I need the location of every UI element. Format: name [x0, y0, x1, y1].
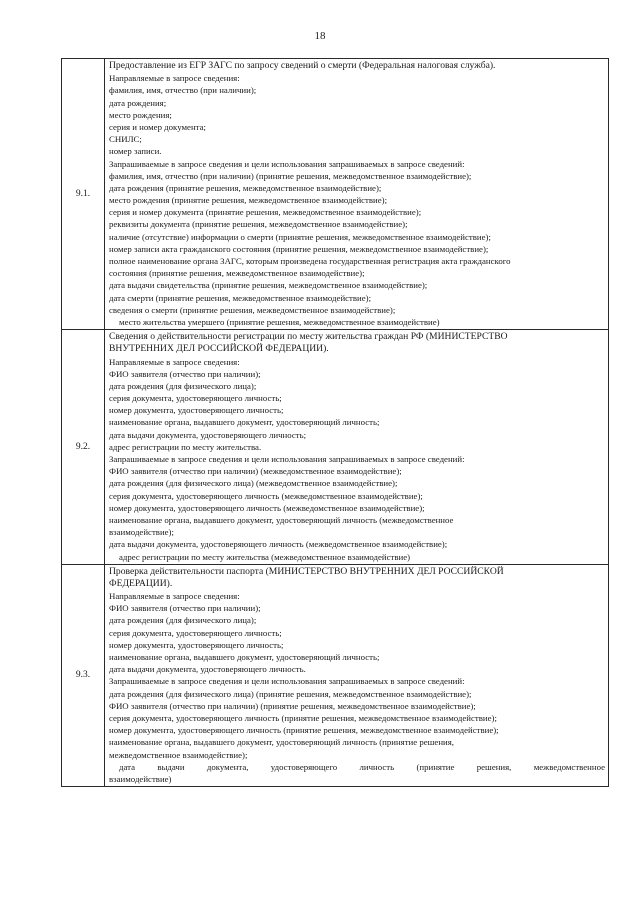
row-text-line: номер документа, удостоверяющего личность (принятие решения, межведомственное взаимодействие);	[109, 725, 499, 736]
row-text-line: сведения о смерти (принятие решения, межведомственное взаимодействие);	[109, 304, 396, 315]
row-text-line: адрес регистрации по месту жительства.	[109, 441, 262, 452]
row-text-line: наличие (отсутствие) информации о смерти (принятие решения, межведомственное взаимодействие);	[109, 231, 491, 242]
row-text-line: реквизиты документа (принятие решения, межведомственное взаимодействие);	[109, 219, 408, 230]
row-text-line: дата выдачи документа, удостоверяющего личность;	[109, 429, 307, 440]
row-text-line: Направляемые в запросе сведения:	[109, 73, 240, 84]
services-table-body	[62, 59, 609, 787]
row-text-line: место жительства умершего (принятие решения, межведомственное взаимодействие)	[119, 316, 440, 327]
row-text-line: номер записи акта гражданского состояния (принятие решения, межведомственное взаимодействие);	[109, 243, 489, 254]
row-text-line: номер записи.	[109, 146, 162, 157]
row-text-line: адрес регистрации по месту жительства (межведомственное взаимодействие)	[119, 551, 411, 562]
table-row	[62, 330, 609, 565]
row-text-line: номер документа, удостоверяющего личность (межведомственное взаимодействие);	[109, 502, 425, 513]
row-text-line: ФИО заявителя (отчество при наличии) (межведомственное взаимодействие);	[109, 466, 402, 477]
row-number: 9.1.	[62, 59, 105, 330]
row-text-line: ФИО заявителя (отчество при наличии);	[109, 603, 261, 614]
row-text-line: серия документа, удостоверяющего личность (межведомственное взаимодействие);	[109, 490, 423, 501]
page-number: 18	[314, 30, 326, 42]
row-text-line: Направляемые в запросе сведения:	[109, 591, 240, 602]
row-text-line: полное наименование органа ЗАГС, которым произведена государственная регистрация акта гражданского	[109, 256, 511, 266]
row-content	[105, 59, 609, 330]
row-title-line: Сведения о действительности регистрации по месту жительства граждан РФ (МИНИСТЕРСТВО	[109, 331, 508, 343]
row-text-line: серия и номер документа;	[109, 121, 206, 132]
row-text-line: взаимодействие)	[109, 773, 172, 784]
row-text-line: дата рождения (для физического лица) (межведомственное взаимодействие);	[109, 478, 398, 489]
row-text-line: наименование органа, выдавшего документ, удостоверяющий личность;	[109, 417, 380, 428]
row-text-line: дата выдачи документа, удостоверяющего личность (принятие решения, межведомственное	[119, 761, 605, 772]
row-text-line: дата выдачи документа, удостоверяющего личность (межведомственное взаимодействие);	[109, 539, 448, 550]
table-row	[62, 564, 609, 786]
row-number: 9.3.	[62, 564, 105, 786]
row-text-line: межведомственное взаимодействие);	[109, 749, 248, 760]
row-text-line: взаимодействие);	[109, 527, 174, 538]
row-text-line: серия документа, удостоверяющего личность;	[109, 627, 282, 638]
row-text-line: место рождения (принятие решения, межведомственное взаимодействие);	[109, 195, 388, 206]
row-text-line: номер документа, удостоверяющего личность;	[109, 405, 284, 416]
row-title-line: ФЕДЕРАЦИИ).	[109, 577, 173, 589]
table-row	[62, 59, 609, 330]
row-text-line: фамилия, имя, отчество (при наличии);	[109, 85, 257, 96]
row-text-line: дата рождения (для физического лица);	[109, 380, 257, 391]
row-text-line: серия и номер документа (принятие решения, межведомственное взаимодействие);	[109, 207, 422, 218]
row-text-line: серия документа, удостоверяющего личность (принятие решения, межведомственное взаимодействие);	[109, 712, 497, 723]
row-text-line: место рождения;	[109, 109, 172, 120]
row-text-line: Запрашиваемые в запросе сведения и цели использования запрашиваемых в запросе сведений:	[109, 158, 465, 169]
services-table	[61, 58, 609, 787]
row-title-line: Проверка действительности паспорта (МИНИСТЕРСТВО ВНУТРЕННИХ ДЕЛ РОССИЙСКОЙ	[109, 565, 504, 577]
row-text-line: фамилия, имя, отчество (при наличии) (принятие решения, межведомственное взаимодействие);	[109, 170, 472, 181]
row-text-line: дата выдачи документа, удостоверяющего личность.	[109, 664, 306, 675]
row-title-line: ВНУТРЕННИХ ДЕЛ РОССИЙСКОЙ ФЕДЕРАЦИИ).	[109, 343, 329, 355]
row-text-line: наименование органа, выдавшего документ, удостоверяющий личность (межведомственное	[109, 514, 454, 525]
row-text-line: дата рождения;	[109, 97, 167, 108]
row-text-line: дата рождения (для физического лица);	[109, 615, 257, 626]
row-text-line: наименование органа, выдавшего документ, удостоверяющий личность (принятие решения,	[109, 737, 454, 748]
row-text-line: дата рождения (принятие решения, межведомственное взаимодействие);	[109, 182, 382, 193]
row-text-line: состояния (принятие решения, межведомственное взаимодействие);	[109, 268, 365, 279]
row-text-line: дата выдачи свидетельства (принятие решения, межведомственное взаимодействие);	[109, 280, 428, 291]
row-text-line: Запрашиваемые в запросе сведения и цели использования запрашиваемых в запросе сведений:	[109, 454, 465, 464]
row-text-line: дата смерти (принятие решения, межведомственное взаимодействие);	[109, 292, 372, 303]
row-content	[105, 330, 609, 565]
row-title-line: Предоставление из ЕГР ЗАГС по запросу сведений о смерти (Федеральная налоговая служба).	[109, 60, 496, 71]
row-text-line: Запрашиваемые в запросе сведения и цели использования запрашиваемых в запросе сведений:	[109, 676, 465, 687]
row-text-line: наименование органа, выдавшего документ, удостоверяющий личность;	[109, 652, 380, 662]
row-text-line: Направляемые в запросе сведения:	[109, 356, 240, 367]
row-content	[105, 564, 609, 786]
row-text-line: номер документа, удостоверяющего личность;	[109, 639, 284, 650]
row-text-line: дата рождения (для физического лица) (принятие решения, межведомственное взаимодействие);	[109, 688, 472, 699]
row-text-line: серия документа, удостоверяющего личность;	[109, 393, 282, 404]
row-text-line: ФИО заявителя (отчество при наличии) (принятие решения, межведомственное взаимодействие);	[109, 700, 476, 711]
row-text-line: ФИО заявителя (отчество при наличии);	[109, 368, 261, 379]
row-text-line: СНИЛС;	[109, 134, 142, 145]
row-number: 9.2.	[62, 330, 105, 565]
